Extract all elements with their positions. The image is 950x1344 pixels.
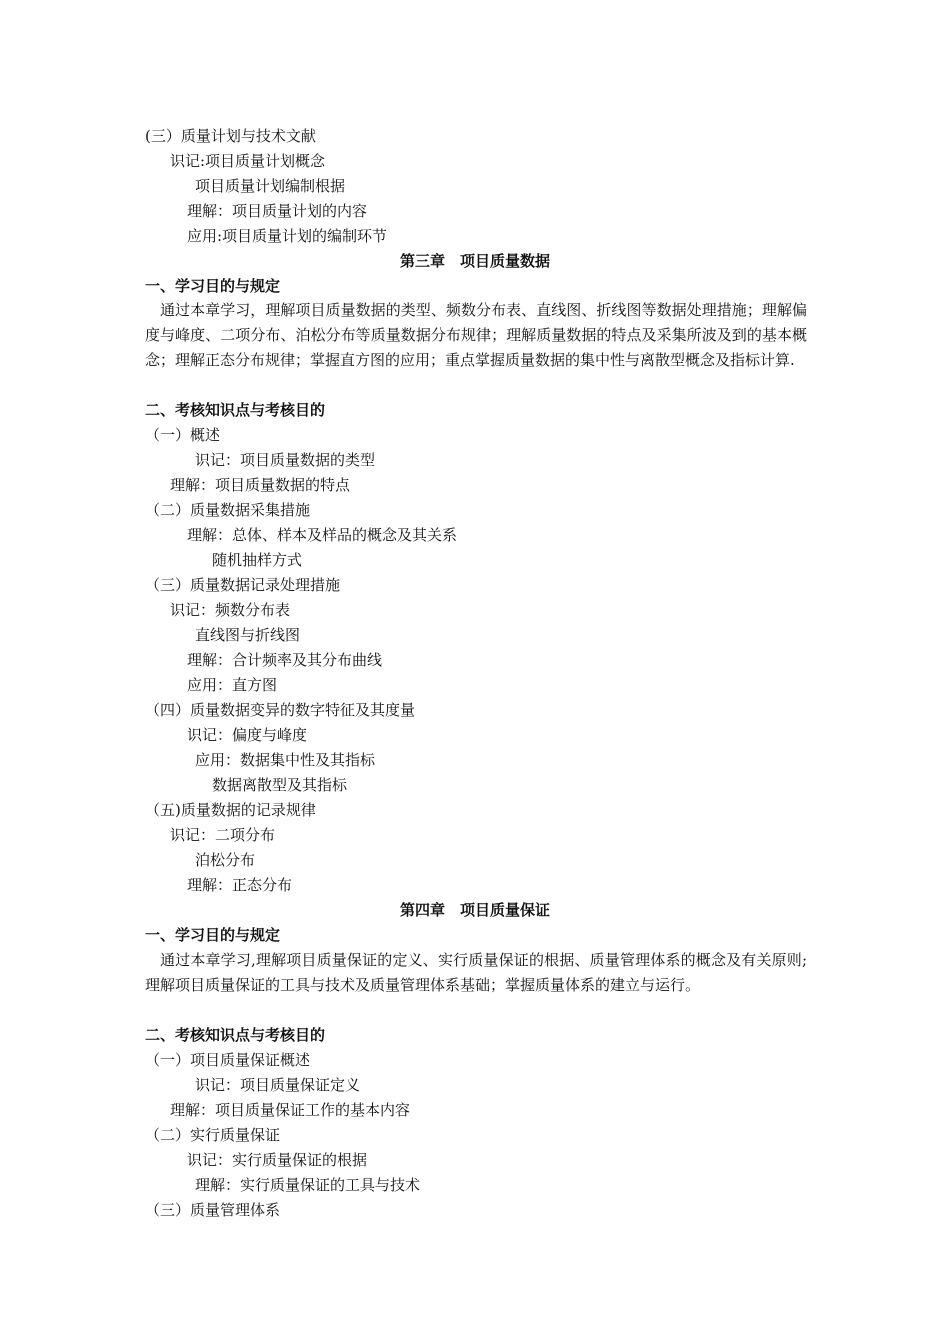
- outline-item: 理解：正态分布: [187, 876, 293, 894]
- section-heading: (三）质量计划与技术文献: [145, 127, 316, 145]
- section-title: 一、学习目的与规定: [145, 926, 281, 944]
- outline-item: 识记：实行质量保证的根据: [187, 1151, 368, 1169]
- section-title: 二、考核知识点与考核目的: [145, 1026, 326, 1044]
- section-title: 二、考核知识点与考核目的: [145, 401, 326, 419]
- section-heading: （一）概述: [145, 426, 221, 444]
- chapter-title: 第三章 项目质量数据: [399, 252, 550, 270]
- outline-item: 识记：频数分布表: [170, 601, 291, 619]
- outline-item: 应用：直方图: [187, 676, 278, 694]
- outline-item: 识记：项目质量数据的类型: [195, 451, 376, 469]
- outline-item: 数据离散型及其指标: [212, 776, 348, 794]
- outline-item: 识记:项目质量计划概念: [170, 152, 326, 170]
- outline-item: 应用：数据集中性及其指标: [195, 751, 376, 769]
- section-heading: （五)质量数据的记录规律: [145, 801, 316, 819]
- outline-item: 应用:项目质量计划的编制环节: [187, 227, 388, 245]
- outline-item: 识记：项目质量保证定义: [195, 1076, 361, 1094]
- section-heading: （三）质量数据记录处理措施: [145, 576, 341, 594]
- section-heading: （二）实行质量保证: [145, 1126, 281, 1144]
- outline-item: 直线图与折线图: [195, 626, 301, 644]
- outline-item: 理解：总体、样本及样品的概念及其关系: [187, 526, 458, 544]
- outline-item: 泊松分布: [195, 851, 256, 869]
- paragraph: 通过本章学习，理解项目质量数据的类型、频数分布表、直线图、折线图等数据处理措施；理解偏度与峰度、二项分布、泊松分布等质量数据分布规律；理解质量数据的特点及采集所波及到的基本概念；理解正态分布规律；掌握直方图的应用；重点掌握质量数据的集中性与离散型概念及指标计算.: [145, 301, 807, 369]
- outline-item: 理解：合计频率及其分布曲线: [187, 651, 383, 669]
- outline-item: 理解：项目质量保证工作的基本内容: [170, 1101, 411, 1119]
- section-heading: （二）质量数据采集措施: [145, 501, 311, 519]
- outline-item: 理解：实行质量保证的工具与技术: [195, 1176, 421, 1194]
- outline-item: 识记：二项分布: [170, 826, 276, 844]
- paragraph: 通过本章学习,理解项目质量保证的定义、实行质量保证的根据、质量管理体系的概念及有关原则;理解项目质量保证的工具与技术及质量管理体系基础；掌握质量体系的建立与运行。: [145, 951, 807, 994]
- section-heading: （三）质量管理体系: [145, 1201, 281, 1219]
- outline-item: 识记：偏度与峰度: [187, 726, 308, 744]
- section-title: 一、学习目的与规定: [145, 277, 281, 295]
- section-heading: （一）项目质量保证概述: [145, 1051, 311, 1069]
- outline-item: 项目质量计划编制根据: [195, 177, 346, 195]
- outline-item: 理解：项目质量计划的内容: [187, 202, 368, 220]
- chapter-title: 第四章 项目质量保证: [399, 901, 550, 919]
- outline-item: 随机抽样方式: [212, 551, 303, 569]
- outline-item: 理解：项目质量数据的特点: [170, 476, 351, 494]
- section-heading: （四）质量数据变异的数字特征及其度量: [145, 701, 416, 719]
